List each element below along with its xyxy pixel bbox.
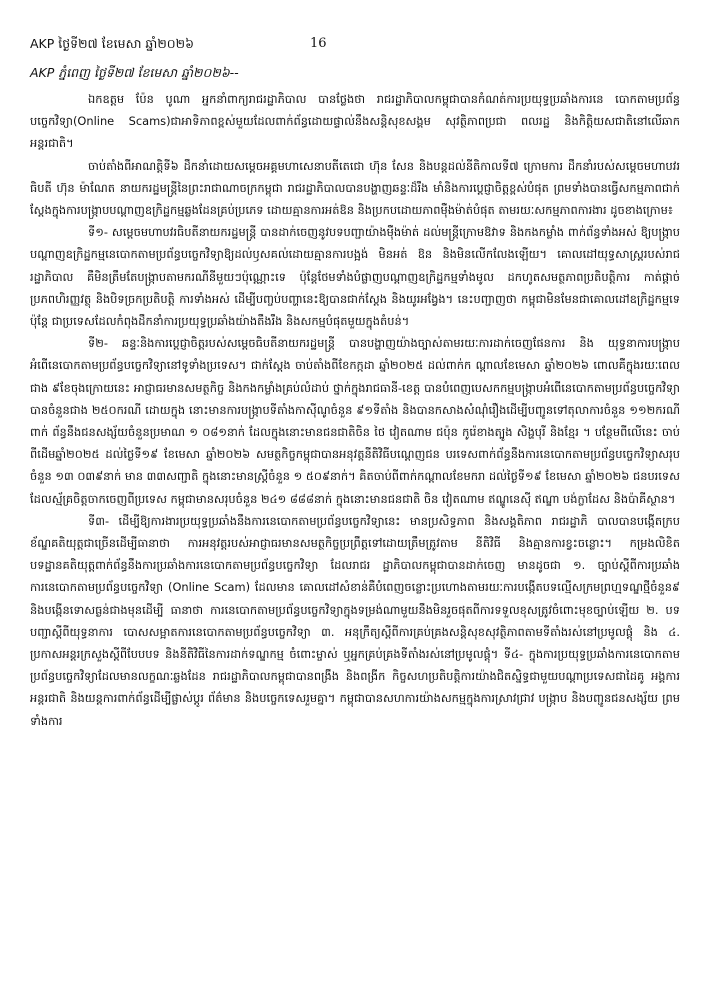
paragraph: ទី២- ឆន្ទៈនិងការប្តេជ្ញាចិត្តរបស់សម្តេចធិបតីនាយករដ្ឋមន្ត្រី បានបង្ហាញយ៉ាងច្បាស់តាមរយៈការដាក់ចេញផែនការ និង យុទ្ធនាការបង្ក្រាបអំពើនេបោកតាមប្រព័ន្ធបច្ចេកវិទ្យានៅទូទាំងប្រទេស។ ជាក់ស្តែង ចាប់តាំងពីខែកក្កដា ឆ្នាំ២០២៥ ដល់ពាក់ក ណ្តាលខែមេសា ឆ្នាំ២០២៦ ពោលគឺក្នុងរយៈពេលជាង ៩ខែចុងក្រោយនេះ អាជ្ញាធរមានសមត្ថកិច្ច និងកងកម្លាំងគ្រប់លំដាប់ ថ្នាក់ក្នុងរាជធានី-ខេត្ត បានបំពេញបេសកកម្មបង្ក្រាបអំពើនេបោកតាមប្រព័ន្ធបច្ចេកវិទ្យាបានចំនួនជាង ២៥០ករណី ដោយក្នុង នោះមានការបង្ក្រាបទីតាំងកាស៊ីណូចំនួន ៩១ទីតាំង និងបានកសាងសំណុំរឿងដើម្បីបញ្ជូនទៅតុលាការចំនួន ១១២ករណី ពាក់ ព័ន្ធនឹងជនសង្ស័យចំនួនប្រមាណ ១ ០៨១នាក់ ដែលក្នុងនោះមានជនជាតិចិន ថៃ វៀតណាម ជប៉ុន កូរ៉េខាងត្បូង សិង្ហបុរី និងខ្មែរ ។ បន្ថែមពីលើនេះ ចាប់ពីដើមឆ្នាំ២០២៥ ដល់ថ្ងៃទី១៩ ខែមេសា ឆ្នាំ២០២៦ សមត្ថកិច្ចកម្ពុជាបានអនុវត្តនីតិវិធីបណ្តេញជន បរទេសពាក់ព័ន្ធនឹងការនេបោកតាមប្រព័ន្ធបច្ចេកវិទ្យាសរុបចំនួន ១៣ ០៣៩នាក់ មាន ៣៣សញ្ជាតិ ក្នុងនោះមានស្ត្រីចំនួន ១ ៥០៩នាក់។ គិតចាប់ពីពាក់កណ្តាលខែមករា ដល់ថ្ងៃទី១៩ ខែមេសា ឆ្នាំ២០២៦ ជនបរទេសដែលស្ម័គ្រចិត្តចាកចេញពីប្រទេស កម្ពុជាមានសរុបចំនួន ២៤១ ៨៨៨នាក់ ក្នុងនោះមានជនជាតិ ចិន វៀតណាម ឥណ្ឌូនេស៊ី ឥណ្ឌា បង់ក្លាដែស និងប៉ាគីស្ថាន។ — [30, 336, 680, 506]
paragraph: ឯកឧត្តម ប៉ែន បូណា អ្នកនាំពាក្យរាជរដ្ឋាភិបាល បានថ្លែងថា រាជរដ្ឋាភិបាលកម្ពុជាបានកំណត់ការប្រយុទ្ធប្រឆាំងការនេ បោកតាមប្រព័ន្ធបច្ចេកវិទ្យា(Online Scams)ជាអាទិភាពខ្ពស់មួយដែលពាក់ព័ន្ធដោយផ្ទាល់នឹងសន្តិសុខសង្គម សុវត្ថិភាពប្រជា ពលរដ្ឋ និងកិត្តិយសជាតិនៅលើឆាកអន្តរជាតិ។ — [30, 92, 680, 151]
article-body — [30, 88, 680, 993]
paragraph: ទី៣- ដើម្បីឱ្យការងារប្រយុទ្ធប្រឆាំងនឹងការនេបោកតាមប្រព័ន្ធបច្ចេកវិទ្យានេះ មានប្រសិទ្ធភាព និងសង្គតិភាព រាជរដ្ឋាភិ បាលបានបង្កើតក្របខ័ណ្ឌគតិយុត្តជាច្រើនដើម្បីធានាថា ការអនុវត្តរបស់អាជ្ញាធរមានសមត្ថកិច្ចប្រព្រឹត្តទៅដោយត្រឹមត្រូវតាម នីតិវិធី និងគ្មានការខ្វះចន្លោះ។ កម្រងលិខិតបទដ្ឋានគតិយុត្តពាក់ព័ន្ធនឹងការប្រឆាំងការនេបោកតាមប្រព័ន្ធបច្ចេកវិទ្យា ដែលរាជរ ដ្ឋាភិបាលកម្ពុជាបានដាក់ចេញ មានដូចជា ១. ច្បាប់ស្តីពីការប្រឆាំងការនេបោកតាមប្រព័ន្ធបច្ចេកវិទ្យា (Online Scam) ដែលមាន គោលដៅសំខាន់គឺបំពេញចន្លោះប្រហោងតាមរយៈការបង្កើតបទល្មើសក្រមព្រហ្មទណ្ឌថ្មីចំនួន៩ និងបង្កើនទោសធ្ងន់ជាងមុនដើម្បី ធានាថា ការនេបោកតាមប្រព័ន្ធបច្ចេកវិទ្យាក្នុងទម្រង់ណាមួយនឹងមិនរួចផុតពីការទទួលខុសត្រូវចំពោះមុខច្បាប់ឡើយ ២. បទបញ្ជាស្តីពីយុទ្ធនាការ បោសសម្អាតការនេបោកតាមប្រព័ន្ធបច្ចេកវិទ្យា ៣. អនុក្រឹត្យស្តីពីការគ្រប់គ្រងសន្តិសុខសុវត្ថិភាពតាមទីតាំងរស់នៅប្រមូលផ្តុំ និង ៤. ប្រកាសអន្តរក្រសួងស្តីពីបែបបទ និងនីតិវិធីនៃការដាក់ទណ្ឌកម្ម ចំពោះម្ចាស់ ឬអ្នកគ្រប់គ្រងទីតាំងរស់នៅប្រមូលផ្តុំ។ ទី៤- ក្នុងការប្រយុទ្ធប្រឆាំងការនេបោកតាមប្រព័ន្ធបច្ចេកវិទ្យាដែលមានលក្ខណៈឆ្លងដែន រាជរដ្ឋាភិបាលកម្ពុជាបានពង្រឹង និងពង្រីក កិច្ចសហប្រតិបត្តិការយ៉ាងជិតស្និទ្ធជាមួយបណ្តាប្រទេសជាដៃគូ អង្គការអន្តរជាតិ និងយន្តការពាក់ព័ន្ធដើម្បីផ្លាស់ប្តូរ ព័ត៌មាន និងបច្ចេកទេសរួមគ្នា។ កម្ពុជាបានសហការយ៉ាងសកម្មក្នុងការស្រាវជ្រាវ បង្ក្រាប និងបញ្ជូនជនសង្ស័យ ព្រមទាំងការ — [30, 513, 680, 728]
paragraph: ទី១- សម្តេចមហាបវរធិបតីនាយករដ្ឋមន្ត្រី បានដាក់ចេញនូវបទបញ្ជាយ៉ាងម៉ឺងម៉ាត់ ដល់មន្ត្រីក្រោមឱវាទ និងកងកម្លាំង ពាក់ព័ន្ធទាំងអស់ ឱ្យបង្ក្រាបបណ្តាញឧក្រិដ្ឋកម្មនេបោកតាមប្រព័ន្ធបច្ចេកវិទ្យាឱ្យដល់ឫសគល់ដោយគ្មានការបង្អង់ មិនអត់ ឱន និងមិនលើកលែងឡើយ។ គោលដៅយុទ្ធសាស្ត្ររបស់រាជរដ្ឋាភិបាល គឺមិនត្រឹមតែបង្ក្រាបតាមករណីនីមួយៗប៉ុណ្ណោះទេ ប៉ុន្តែថែមទាំងបំផ្លាញបណ្តាញឧក្រិដ្ឋកម្មទាំងមូល ដកហូតសមត្ថភាពប្រតិបត្តិការ កាត់ផ្តាច់ប្រភពហិរញ្ញវត្ថុ និងបិទច្រកប្រតិបត្តិ ការទាំងអស់ ដើម្បីបញ្ចប់បញ្ហានេះឱ្យបានជាក់ស្តែង និងយូរអង្វែង។ នេះបញ្ជាញថា កម្ពុជាមិនមែនជាគោលដៅឧក្រិដ្ឋកម្មទេ ប៉ុន្តែ ជាប្រទេសដែលកំពុងដឹកនាំការប្រយុទ្ធប្រឆាំងយ៉ាងតឹងរឹង និងសកម្មបំផុតមួយក្នុងតំបន់។ — [30, 225, 680, 329]
source-date: AKP ថ្ងៃទី២៧ ខែមេសា ឆ្នាំ២០២៦ — [30, 36, 194, 51]
dateline: AKP ភ្នំពេញ ថ្ងៃទី២៧ ខែមេសា ឆ្នាំ២០២៦-- — [30, 65, 239, 80]
paragraph: ចាប់តាំងពីអាណត្តិទី៦ ដឹកនាំដោយសម្តេចអគ្គមហាសេនាបតីតេជោ ហ៊ុន សែន និងបន្តដល់នីតិកាលទី៧ ក្រោមការ ដឹកនាំរបស់សម្តេចមហាបវរធិបតី ហ៊ុន ម៉ាណែត នាយករដ្ឋមន្ត្រីនៃព្រះរាជាណាចក្រកម្ពុជា រាជរដ្ឋាភិបាលបានបង្ហាញឆន្ទៈដ៏រឹង មាំនិងការប្តេជ្ញាចិត្តខ្ពស់បំផុត ព្រមទាំងបានធ្វើសកម្មភាពជាក់ស្តែងក្នុងការបង្ក្រាបបណ្តាញឧក្រិដ្ឋកម្មឆ្លងដែនគ្រប់ប្រភេទ ដោយគ្មានការអត់ឱន និងប្រកបដោយភាពម៉ឺងម៉ាត់បំផុត តាមរយៈសកម្មភាពការងារ ដូចខាងក្រោម៖ — [30, 158, 680, 218]
page-number: 16 — [310, 36, 327, 51]
page-header — [30, 33, 680, 55]
